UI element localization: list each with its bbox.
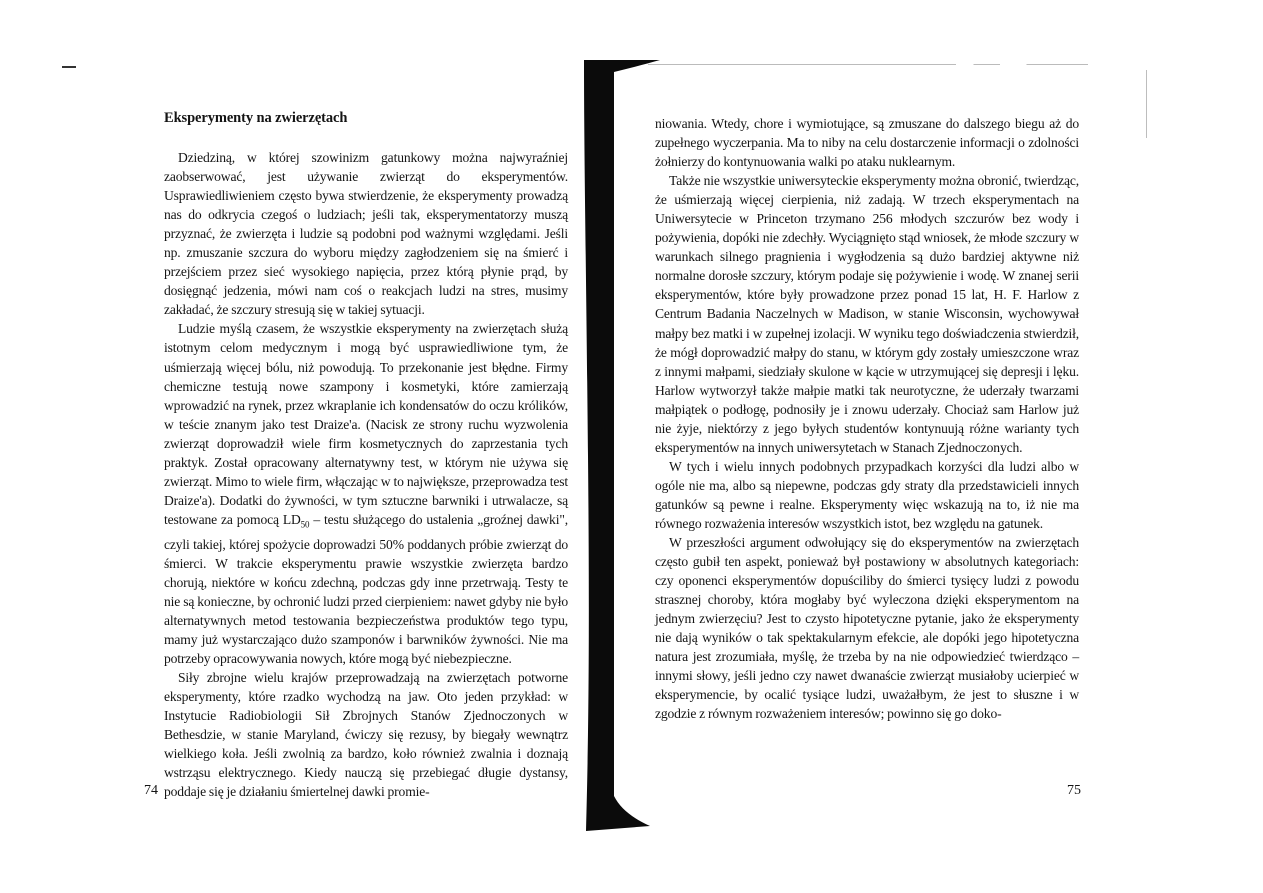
paragraph: Także nie wszystkie uniwersyteckie eksperymenty można obronić, twierdząc, że uśmierzają więcej cierpienia, niż zadają. W trzech eksperymentach na Uniwersytecie w Princeton trzymano 256 młodych szczurów bez wody i pożywienia, dopóki nie zdechły. Wyciągnięto stąd wniosek, że młode szczury w warunkach silnego pragnienia i wygłodzenia są dużo bardziej aktywne niż normalne dorosłe szczury, którym podaje się pożywienie i wodę. W znanej serii eksperymentów, które były prowadzone przez ponad 15 lat, H. F. Harlow z Centrum Badania Naczelnych w Madison, w stanie Wisconsin, wychowywał małpy bez matki i w zupełnej izolacji. W wyniku tego doświadczenia stwierdził, że mógł doprowadzić małpy do stanu, w którym gdy zostały umieszczone wraz z innymi małpami, siedziały skulone w kącie w utrzymującej się depresji i lęku. Harlow wytworzył także małpie matki tak neurotyczne, że uderzały twarzami małpiątek o podłogę, podnosiły je i znowu uderzały. Chociaż sam Harlow już nie żyje, niektórzy z jego byłych studentów kontynuują różne warianty tych eksperymentów na innych uniwersytetach w Stanach Zjednoczonych. [655,173,1079,455]
scan-top-edge [648,64,1088,65]
right-page-body [655,114,1079,724]
paragraph [164,319,568,668]
paragraph: niowania. Wtedy, chore i wymiotujące, są zmuszane do dalszego biegu aż do zupełnego wyczerpania. Ma to niby na celu dostarczenie informacji o zdolności żołnierzy do kontynuowania walki po ataku nuklearnym. [655,116,1079,170]
paragraph: W przeszłości argument odwołujący się do eksperymentów na zwierzętach często gubił ten aspekt, ponieważ był postawiony w absolutnych kategoriach: czy oponenci eksperymentów dopuściliby do śmierci tysięcy ludzi z powodu strasznej choroby, która mogłaby być wyleczona dzięki eksperymentom na jednym zwierzęciu? Jest to czysto hipotetyczne pytanie, jako że eksperymenty nie dają wyników o tak spektakularnym efekcie, ale dopóki jego hipotetyczna natura jest zrozumiała, myślę, że trzeba by na nie odpowiedzieć twierdząco – innymi słowy, jeśli jedno czy nawet dwanaście zwierząt musiałoby ucierpieć w eksperymencie, by ocalić tysiące ludzi, uważałbym, że jest to słuszne i w zgodzie z równym rozważeniem interesów; powinno się go doko- [655,535,1079,722]
paragraph: Dziedziną, w której szowinizm gatunkowy można najwyraźniej zaobserwować, jest używanie zwierząt do eksperymentów. Usprawiedliwieniem często bywa stwierdzenie, że eksperymenty prowadzą nas do odkrycia czegoś o ludziach; jeśli tak, eksperymentatorzy muszą przyznać, że zwierzęta i ludzie są podobni pod ważnymi względami. Jeśli np. zmuszanie szczura do wyboru między zagłodzeniem się na śmierć i przejściem przez sieć wysokiego napięcia, przez którą płynie prąd, by dosięgnąć jedzenia, mówi nam coś o reakcjach ludzi na stres, musimy zakładać, że szczury stresują się w takiej sytuacji. [164,150,568,318]
left-page-body [164,148,568,801]
page-number: 74 [144,783,158,798]
paragraph-text: Ludzie myślą czasem, że wszystkie eksperymenty na zwierzętach służą istotnym celom medycznym i mogą być usprawiedliwione tym, że uśmierzają więcej bólu, niż powodują. To przekonanie jest błędne. Firmy chemiczne testują nowe szampony i kosmetyki, które zamierzają wprowadzić na rynek, przez wkraplanie ich kondensatów do oczu królików, w teście znanym jako test Draize'a. (Nacisk ze strony ruchu wyzwolenia zwierząt doprowadził wiele firm kosmetycznych do zaprzestania tych praktyk. Został opracowany alternatywny test, w którym nie używa się zwierząt. Mimo to wiele firm, włączając w to największe, przeprowadza test Draize'a). Dodatki do żywności, w tym sztuczne barwniki i utrwalacze, są testowane za pomocą LD [164,321,568,527]
paragraph: Siły zbrojne wielu krajów przeprowadzają na zwierzętach potworne eksperymenty, które rzadko wychodzą na jaw. Oto jeden przykład: w Instytucie Radiobiologii Sił Zbrojnych Stanów Zjednoczonych w Bethesdzie, w stanie Maryland, ćwiczy się rezusy, by biegały wewnątrz wielkiego koła. Jeśli zwolnią za bardzo, koło również zwalnia i doznają wstrząsu elektrycznego. Kiedy nauczą się przebiegać długie dystansy, poddaje się je działaniu śmiertelnej dawki promie- [164,669,568,800]
page-number: 75 [1067,783,1081,798]
scan-edge-line [1146,70,1147,138]
paragraph-text: – testu służącego do ustalenia „groźnej dawki", czyli takiej, której spożycie doprowadzi 50% poddanych próbie zwierząt do śmierci. W trakcie eksperymentu prawie wszystkie zwierzęta bardzo chorują, niektóre w końcu zdechną, podczas gdy inne przetrwają. Testy te nie są konieczne, by ochronić ludzi przed cierpieniem: nawet gdyby nie było alternatywnych metod testowania bezpieczeństwa produktów tego typu, mamy już wystarczająco dużo szamponów i barwników żywności. Nie ma potrzeby opracowywania nowych, które mogą być niebezpieczne. [164,511,568,666]
scan-mark [62,66,76,68]
section-heading: Eksperymenty na zwierzętach [164,110,348,126]
subscript: 50 [300,519,310,530]
paragraph: W tych i wielu innych podobnych przypadkach korzyści dla ludzi albo w ogóle nie ma, albo są niepewne, podczas gdy straty dla przedstawicieli innych gatunków są pewne i realne. Eksperymenty więc wskazują na to, iż nie ma równego rozważenia interesów wszystkich istot, bez względu na gatunek. [655,458,1079,531]
